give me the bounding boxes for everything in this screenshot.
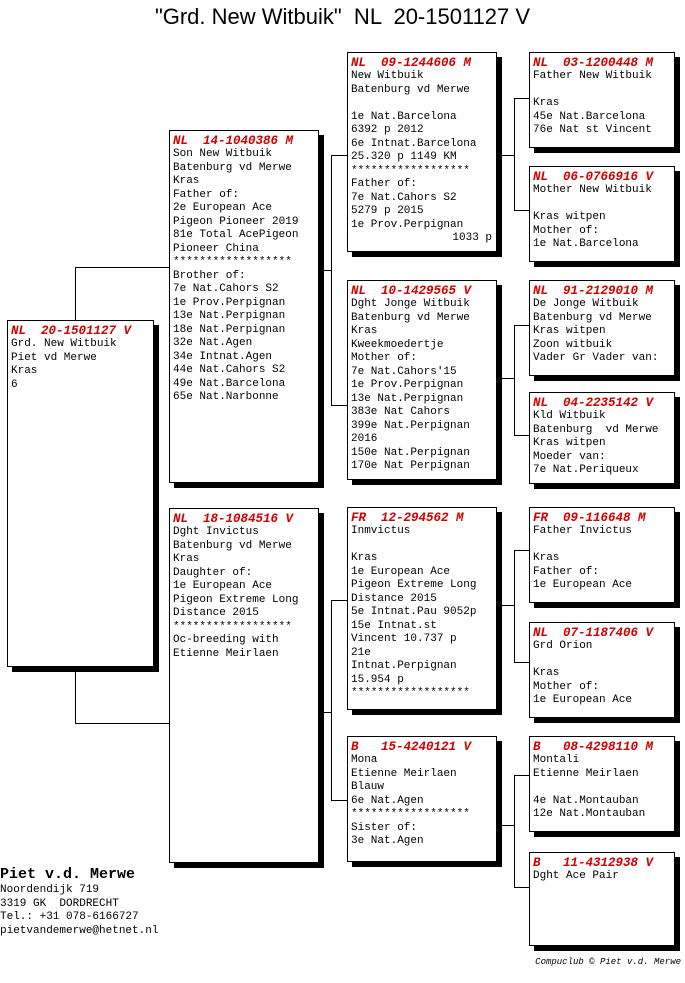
- card-line: Mother of:: [533, 224, 600, 237]
- card-line: Batenburg vd Merwe: [173, 539, 292, 552]
- card-line: Kras: [11, 365, 38, 377]
- card-line: Father New Witbuik: [533, 70, 652, 82]
- pigeon-card-dam: [169, 508, 319, 863]
- connector: [514, 435, 529, 436]
- card-line: 34e Intnat.Agen: [173, 350, 273, 363]
- ring-number: NL 91-2129010 M: [533, 284, 654, 298]
- card-line: Mona: [351, 754, 378, 766]
- connector: [497, 378, 515, 379]
- ring-number: B 15-4240121 V: [351, 740, 472, 754]
- connector: [75, 667, 76, 724]
- card-line: Brother of:: [173, 269, 246, 282]
- pigeon-card-sire-dam: [347, 280, 497, 480]
- pigeon-card-sire-dam-sire: [529, 280, 675, 376]
- card-line: 13e Nat.Perpignan: [351, 392, 464, 405]
- owner-phone: Tel.: +31 078-6166727: [0, 911, 139, 923]
- card-line: [351, 97, 496, 111]
- ring-number: NL 07-1187406 V: [533, 626, 654, 640]
- connector: [497, 605, 515, 606]
- ring-number: NL 03-1200448 M: [533, 56, 654, 70]
- card-line: Vincent 10.737 p: [351, 633, 457, 645]
- card-line: 1e Prov.Perpignan: [351, 218, 464, 231]
- connector: [514, 98, 515, 210]
- card-line: 2e European Ace: [173, 202, 273, 214]
- card-line: ******************: [351, 687, 470, 699]
- pigeon-card-sire-sire: [347, 52, 497, 252]
- card-line: 15e Intnat.st: [351, 619, 437, 632]
- card-line: 1e European Ace: [351, 565, 451, 578]
- connector: [514, 550, 529, 551]
- card-line: 1e European Ace: [533, 579, 633, 591]
- connector: [497, 155, 515, 156]
- card-line: Father Invictus: [533, 525, 633, 537]
- card-line: 1e Prov.Perpignan: [351, 379, 464, 391]
- card-line: 150e Nat.Perpignan: [351, 446, 470, 459]
- card-line: 5279 p 2015: [351, 205, 424, 217]
- card-line: 383e Nat Cahors: [351, 406, 451, 418]
- card-line: 3e Nat.Agen: [351, 835, 424, 847]
- connector: [514, 887, 529, 888]
- card-line: 21e: [351, 646, 371, 659]
- card-line: 6: [11, 378, 18, 391]
- card-line: 7e Nat.Cahors'15: [351, 365, 457, 378]
- card-line: 25.320 p 1149 KM: [351, 151, 457, 163]
- card-line: 65e Nat.Narbonne: [173, 391, 279, 403]
- card-line: 76e Nat st Vincent: [533, 124, 652, 136]
- card-line: Kld Witbuik: [533, 410, 606, 422]
- card-line: Inmvictus: [351, 525, 411, 537]
- card-line: Grd. New Witbuik: [11, 338, 117, 350]
- connector: [75, 723, 170, 724]
- card-line: 6e Nat.Agen: [351, 794, 424, 807]
- card-line: 1e Nat.Barcelona: [533, 238, 639, 250]
- card-line: 7e Nat.Cahors S2: [351, 191, 457, 204]
- card-line: Batenburg vd Merwe: [173, 161, 292, 174]
- card-line: Pigeon Pioneer 2019: [173, 215, 299, 228]
- footer-credit: Compuclub © Piet v.d. Merwe: [535, 957, 681, 967]
- card-line: Distance 2015: [351, 592, 437, 605]
- card-line: [351, 539, 496, 553]
- card-line: Dght Ace Pair: [533, 870, 619, 882]
- card-line: ******************: [173, 620, 292, 633]
- card-line: ******************: [351, 808, 470, 820]
- card-line: 1033 p: [452, 232, 492, 244]
- card-line: Dght Invictus: [173, 526, 259, 538]
- card-line: Kras witpen: [533, 211, 606, 223]
- card-line: Father of:: [173, 188, 240, 201]
- card-line: Oc-breeding with: [173, 634, 279, 646]
- card-line: Etienne Meirlaen: [351, 767, 457, 780]
- pigeon-card-sire-sire-dam: [529, 166, 675, 262]
- card-line: Mother of:: [533, 680, 600, 693]
- card-line: [533, 539, 674, 553]
- card-line: Sister of:: [351, 821, 418, 834]
- card-line: Kras witpen: [533, 437, 606, 449]
- card-line: 81e Total AcePigeon: [173, 229, 299, 241]
- card-line: 7e Nat.Periqueux: [533, 464, 639, 476]
- card-line: 5e Intnat.Pau 9052p: [351, 606, 477, 618]
- card-line: Daughter of:: [173, 566, 253, 579]
- owner-block: [0, 866, 158, 938]
- pigeon-card-dam-sire-sire: [529, 507, 675, 603]
- card-line: ******************: [351, 164, 470, 177]
- card-line: De Jonge Witbuik: [533, 298, 639, 310]
- connector: [318, 270, 332, 271]
- card-line: 44e Nat.Cahors S2: [173, 364, 286, 376]
- connector: [514, 210, 529, 211]
- card-line: Grd Orion: [533, 640, 593, 652]
- card-line: 2016: [351, 433, 378, 445]
- connector: [331, 600, 332, 800]
- ring-number: NL 14-1040386 M: [173, 134, 294, 148]
- card-line: Kweekmoedertje: [351, 338, 444, 351]
- ring-number: NL 20-1501127 V: [11, 324, 132, 338]
- card-line: [533, 198, 674, 212]
- card-line: 15.954 p: [351, 673, 404, 686]
- card-line: Kras: [533, 552, 560, 564]
- connector: [75, 267, 76, 321]
- card-line: 12e Nat.Montauban: [533, 808, 646, 820]
- card-line: [533, 781, 674, 795]
- card-line: 170e Nat Perpignan: [351, 460, 470, 472]
- card-line: Etienne Meirlaen: [173, 647, 279, 660]
- pigeon-card-dam-dam-dam: [529, 852, 675, 946]
- card-line: [533, 84, 674, 98]
- connector: [514, 98, 529, 99]
- card-line: Mother of:: [351, 352, 418, 364]
- pigeon-card-sire-dam-dam: [529, 392, 675, 484]
- card-line: 45e Nat.Barcelona: [533, 110, 646, 123]
- pigeon-card-dam-dam-sire: [529, 736, 675, 832]
- card-line: Dght Jonge Witbuik: [351, 298, 470, 310]
- card-line: 1e European Ace: [533, 694, 633, 706]
- card-line: 18e Nat.Perpignan: [173, 323, 286, 336]
- card-line: Etienne Meirlaen: [533, 767, 639, 780]
- card-line: Kras: [351, 552, 378, 564]
- ring-number: NL 04-2235142 V: [533, 396, 654, 410]
- ring-number: NL 18-1084516 V: [173, 512, 294, 526]
- card-line: Batenburg vd Merwe: [351, 311, 470, 324]
- connector: [75, 267, 170, 268]
- card-line: Pioneer China: [173, 242, 259, 255]
- card-line: Mother New Witbuik: [533, 184, 652, 196]
- owner-address: Noordendijk 719: [0, 884, 100, 896]
- ring-number: NL 10-1429565 V: [351, 284, 472, 298]
- connector: [514, 550, 515, 662]
- ring-number: NL 06-0766916 V: [533, 170, 654, 184]
- card-line: 49e Nat.Barcelona: [173, 377, 286, 390]
- card-line: 399e Nat.Perpignan: [351, 419, 470, 432]
- connector: [331, 600, 348, 601]
- ring-number: B 08-4298110 M: [533, 740, 654, 754]
- card-line: 1e Nat.Barcelona: [351, 110, 457, 123]
- card-line: Father of:: [533, 565, 600, 578]
- connector: [331, 155, 332, 405]
- card-line: 13e Nat.Perpignan: [173, 310, 286, 322]
- card-line: 1e European Ace: [173, 580, 273, 592]
- card-line: Pigeon Extreme Long: [351, 579, 477, 591]
- card-line: Kras: [533, 667, 560, 679]
- connector: [514, 775, 515, 887]
- ring-number: FR 09-116648 M: [533, 511, 646, 525]
- page-title: "Grd. New Witbuik" NL 20-1501127 V: [154, 4, 531, 29]
- connector: [331, 155, 348, 156]
- card-line: Kras: [173, 553, 200, 565]
- card-line: 4e Nat.Montauban: [533, 794, 639, 807]
- ring-number: FR 12-294562 M: [351, 511, 464, 525]
- connector: [514, 662, 529, 663]
- card-line: 32e Nat.Agen: [173, 337, 253, 349]
- card-line: Piet vd Merwe: [11, 351, 97, 364]
- ring-number: NL 09-1244606 M: [351, 56, 472, 70]
- card-line: Father of:: [351, 178, 418, 190]
- pigeon-card-subject: [7, 320, 154, 667]
- card-line: Intnat.Perpignan: [351, 660, 457, 672]
- owner-name: Piet v.d. Merwe: [0, 866, 136, 883]
- owner-city: 3319 GK DORDRECHT: [0, 897, 119, 910]
- connector: [514, 325, 515, 435]
- card-line: ******************: [173, 256, 292, 268]
- card-line: 1e Prov.Perpignan: [173, 296, 286, 309]
- card-line: Kras: [351, 325, 378, 337]
- card-line: Batenburg vd Merwe: [533, 423, 659, 436]
- card-line: Kras: [173, 175, 200, 187]
- connector: [331, 800, 348, 801]
- card-line: Kras witpen: [533, 325, 606, 337]
- card-line: Zoon witbuik: [533, 338, 613, 351]
- card-line: Distance 2015: [173, 607, 259, 619]
- card-line: Moeder van:: [533, 450, 606, 463]
- card-line: Son New Witbuik: [173, 148, 273, 160]
- card-line: New Witbuik: [351, 70, 424, 82]
- card-line: Batenburg vd Merwe: [533, 311, 652, 324]
- card-line: [533, 654, 674, 668]
- owner-email: pietvandemerwe@hetnet.nl: [0, 924, 159, 937]
- connector: [497, 825, 515, 826]
- connector: [331, 405, 348, 406]
- card-line: Montali: [533, 754, 580, 766]
- connector: [514, 325, 529, 326]
- card-line: 6392 p 2012: [351, 124, 424, 136]
- ring-number: B 11-4312938 V: [533, 856, 654, 870]
- card-line: Blauw: [351, 781, 385, 793]
- pigeon-card-dam-dam: [347, 736, 497, 862]
- card-line: Pigeon Extreme Long: [173, 593, 299, 606]
- connector: [514, 775, 529, 776]
- card-line: 6e Intnat.Barcelona: [351, 137, 477, 150]
- card-line: Batenburg vd Merwe: [351, 83, 470, 96]
- connector: [318, 712, 332, 713]
- card-line: Vader Gr Vader van:: [533, 352, 659, 364]
- pigeon-card-dam-sire-dam: [529, 622, 675, 718]
- pigeon-card-sire-sire-sire: [529, 52, 675, 148]
- pigeon-card-dam-sire: [347, 507, 497, 710]
- card-line: Kras: [533, 97, 560, 109]
- card-line: 7e Nat.Cahors S2: [173, 283, 279, 295]
- pigeon-card-sire: [169, 130, 319, 483]
